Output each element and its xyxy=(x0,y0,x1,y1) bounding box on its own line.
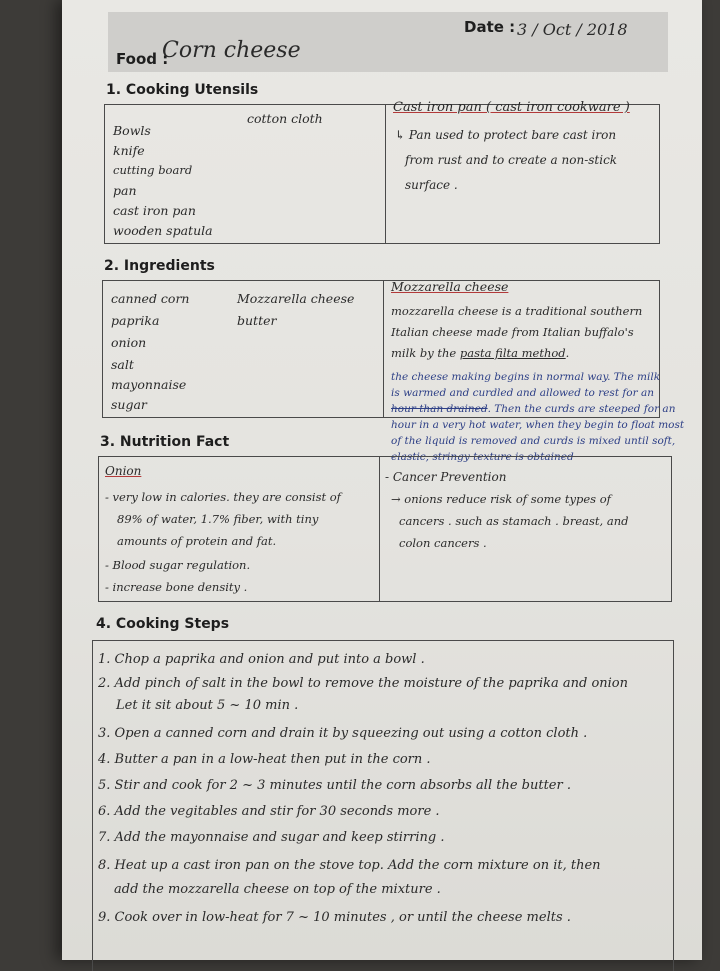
ingredient-note-heading: Mozzarella cheese xyxy=(391,279,509,294)
section-title-steps: 4. Cooking Steps xyxy=(96,616,230,632)
nutrition-left-line: 89% of water, 1.7% fiber, with tiny xyxy=(117,512,319,526)
utensil-item: pan xyxy=(113,183,137,198)
ingredient-blue-line: hour in a very hot water, when they begin to float most xyxy=(391,419,685,431)
utensil-note-heading: Cast iron pan ( cast iron cookware ) xyxy=(393,100,630,115)
ingredient-item: mayonnaise xyxy=(111,377,187,392)
ingredient-note-line: mozzarella cheese is a traditional southern xyxy=(391,304,643,318)
nutrition-right-line: cancers . such as stamach . breast, and xyxy=(399,514,629,528)
ingredient-item: butter xyxy=(237,313,277,328)
step-line: add the mozzarella cheese on top of the mixture . xyxy=(114,882,441,897)
ingredient-note-line xyxy=(391,341,569,366)
ingredient-blue-line xyxy=(391,401,675,417)
ingredient-note-text: milk by the xyxy=(391,346,457,360)
step-line: 4. Butter a pan in a low-heat then put in the corn . xyxy=(98,752,431,767)
step-line: 2. Add pinch of salt in the bowl to remove the moisture of the paprika and onion xyxy=(98,676,629,691)
ingredient-note-line: Italian cheese made from Italian buffalo's xyxy=(391,325,634,339)
utensil-note-line: from rust and to create a non-stick xyxy=(405,153,618,167)
step-line: 9. Cook over in low-heat for 7 ~ 10 minutes , or until the cheese melts . xyxy=(98,910,571,925)
ingredient-item: Mozzarella cheese xyxy=(237,291,355,306)
utensil-item: cotton cloth xyxy=(247,111,323,126)
nutrition-divider xyxy=(379,457,380,601)
ingredients-divider xyxy=(383,281,384,417)
nutrition-right-line: colon cancers . xyxy=(399,536,487,550)
ingredient-item: paprika xyxy=(111,313,160,328)
step-line: 5. Stir and cook for 2 ~ 3 minutes until the corn absorbs all the butter . xyxy=(98,778,571,793)
section-title-ingredients: 2. Ingredients xyxy=(104,258,215,274)
ingredient-item: canned corn xyxy=(111,291,190,306)
utensils-box xyxy=(104,100,660,244)
ingredient-note-text: . xyxy=(565,346,570,360)
ingredient-blue-line: of the liquid is removed and curds is mixed until soft, xyxy=(391,435,676,447)
ingredient-item: sugar xyxy=(111,397,147,412)
nutrition-left-line: - increase bone density . xyxy=(105,580,248,594)
step-line: Let it sit about 5 ~ 10 min . xyxy=(116,698,299,713)
ingredient-blue-text: . Then the curds are steeped for an xyxy=(487,403,676,415)
utensil-item: Bowls xyxy=(113,123,151,138)
utensil-item: cutting board xyxy=(113,163,193,177)
step-line: 8. Heat up a cast iron pan on the stove top. Add the corn mixture on it, then xyxy=(98,858,601,873)
step-line: 7. Add the mayonnaise and sugar and keep stirring . xyxy=(98,830,445,845)
date-value: 3 / Oct / 2018 xyxy=(517,20,628,39)
section-title-nutrition: 3. Nutrition Fact xyxy=(100,434,230,450)
step-line: 1. Chop a paprika and onion and put into a bowl . xyxy=(98,652,425,667)
nutrition-right-line: → onions reduce risk of some types of xyxy=(391,492,611,506)
utensil-note-line: ↳ Pan used to protect bare cast iron xyxy=(395,128,617,142)
step-line: 6. Add the vegitables and stir for 30 seconds more . xyxy=(98,804,440,819)
notebook-page xyxy=(62,0,702,960)
food-label: Food : xyxy=(116,50,169,68)
ingredient-item: onion xyxy=(111,335,147,350)
nutrition-left-line: - Blood sugar regulation. xyxy=(105,558,251,572)
ingredient-note-underlined: pasta filta method xyxy=(459,346,566,360)
food-value: Corn cheese xyxy=(162,38,301,63)
step-line: 3. Open a canned corn and drain it by squeezing out using a cotton cloth . xyxy=(98,726,588,741)
ingredient-blue-line: is warmed and curdled and allowed to rest for an xyxy=(391,387,654,399)
nutrition-left-heading: Onion xyxy=(105,464,142,478)
date-label: Date : xyxy=(464,18,516,36)
utensil-item: knife xyxy=(113,143,145,158)
nutrition-left-line: - very low in calories. they are consist of xyxy=(105,490,341,504)
nutrition-box xyxy=(98,456,672,602)
ingredient-blue-strike: elastic, stringy texture is obtained xyxy=(391,451,574,463)
utensil-item: cast iron pan xyxy=(113,203,196,218)
nutrition-right-heading: - Cancer Prevention xyxy=(385,470,507,484)
utensil-item: wooden spatula xyxy=(113,223,213,238)
utensil-note-line: surface . xyxy=(405,178,458,192)
ingredient-blue-line: the cheese making begins in normal way. The milk xyxy=(391,371,661,383)
nutrition-left-line: amounts of protein and fat. xyxy=(117,534,277,548)
section-title-utensils: 1. Cooking Utensils xyxy=(106,82,259,98)
ingredient-item: salt xyxy=(111,357,134,372)
utensils-divider xyxy=(385,105,386,243)
ingredient-blue-strike: hour than drained xyxy=(391,403,488,415)
